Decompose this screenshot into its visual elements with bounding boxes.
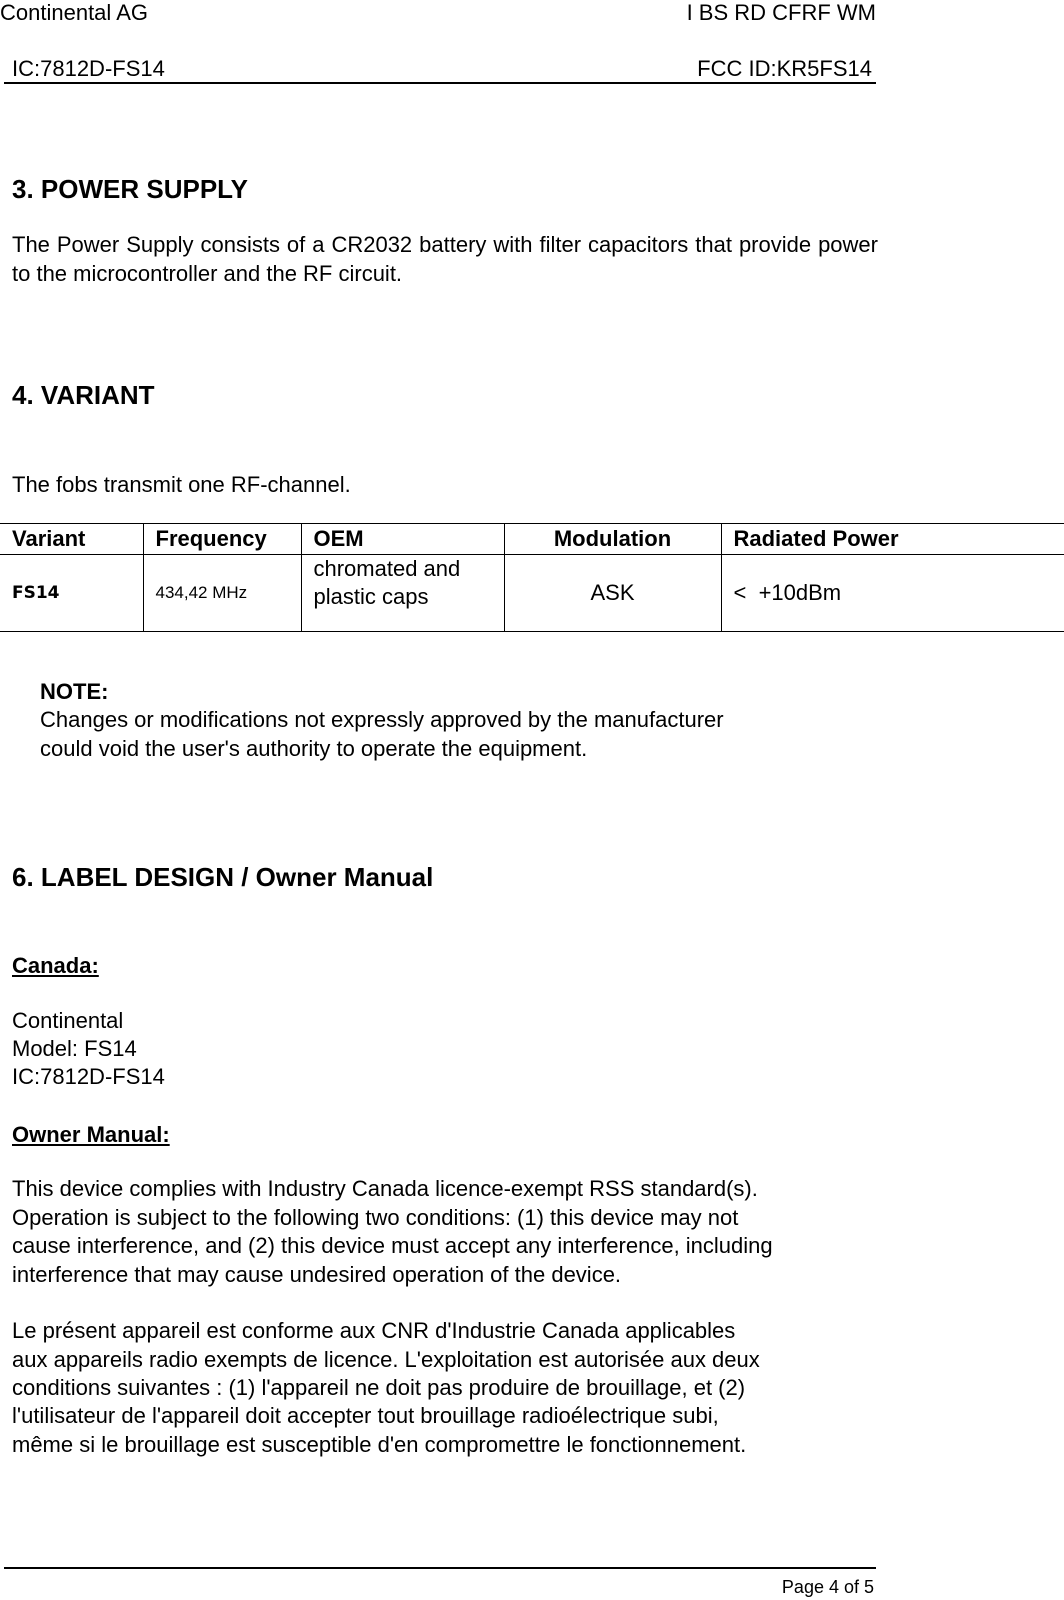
label-line-ic: IC:7812D-FS14 [12, 1064, 165, 1089]
header-department: I BS RD CFRF WM [686, 0, 876, 25]
cell-radiated-power: < +10dBm [721, 555, 1064, 632]
french-line-2: aux appareils radio exempts de licence. L'exploitation est autorisée aux deux [12, 1347, 760, 1372]
column-header-radiated-power: Radiated Power [733, 526, 899, 551]
cell-modulation: ASK [504, 555, 721, 632]
cell-variant: FS14 [0, 555, 143, 632]
french-line-4: l'utilisateur de l'appareil doit accepter tout brouillage radioélectrique subi, [12, 1403, 719, 1428]
note-line-1: Changes or modifications not expressly approved by the manufacturer [40, 707, 724, 732]
header-rule [4, 82, 876, 84]
english-line-1: This device complies with Industry Canada licence-exempt RSS standard(s). [12, 1176, 758, 1201]
table-row [0, 555, 1064, 632]
cell-oem: chromated and plastic caps [301, 555, 504, 632]
note-label: NOTE: [40, 679, 109, 704]
canada-heading: Canada: [12, 953, 99, 978]
label-line-model: Model: FS14 [12, 1036, 137, 1061]
english-line-4: interference that may cause undesired operation of the device. [12, 1262, 622, 1287]
section6-title: 6. LABEL DESIGN / Owner Manual [12, 862, 434, 892]
header-fcc-id: FCC ID:KR5FS14 [697, 56, 872, 81]
column-header-variant: Variant [0, 524, 143, 555]
cell-frequency: 434,42 MHz [143, 555, 301, 632]
section3-body: The Power Supply consists of a CR2032 battery with filter capacitors that provide power to the microcontroller and the RF circuit. [12, 232, 878, 286]
owner-manual-heading: Owner Manual: [12, 1122, 170, 1147]
english-line-2: Operation is subject to the following two conditions: (1) this device may not [12, 1205, 739, 1230]
section4-intro: The fobs transmit one RF-channel. [12, 472, 351, 497]
french-line-5: même si le brouillage est susceptible d'en compromettre le fonctionnement. [12, 1432, 747, 1457]
footer-rule [4, 1567, 876, 1569]
note-line-2: could void the user's authority to operate the equipment. [40, 736, 588, 761]
column-header-modulation: Modulation [504, 524, 721, 555]
header-company: Continental AG [0, 0, 148, 25]
column-header-oem: OEM [301, 524, 504, 555]
french-line-1: Le présent appareil est conforme aux CNR d'Industrie Canada applicables [12, 1318, 736, 1343]
header-ic: IC:7812D-FS14 [12, 56, 165, 81]
column-header-frequency: Frequency [143, 524, 301, 555]
label-line-company: Continental [12, 1008, 124, 1033]
page-number: Page 4 of 5 [781, 1577, 874, 1597]
section3-title: 3. POWER SUPPLY [12, 174, 248, 204]
section4-title: 4. VARIANT [12, 380, 155, 410]
variant-table-header-row [0, 524, 1064, 555]
variant-table [0, 523, 1064, 632]
english-line-3: cause interference, and (2) this device must accept any interference, including [12, 1233, 773, 1258]
french-line-3: conditions suivantes : (1) l'appareil ne doit pas produire de brouillage, et (2) [12, 1375, 746, 1400]
